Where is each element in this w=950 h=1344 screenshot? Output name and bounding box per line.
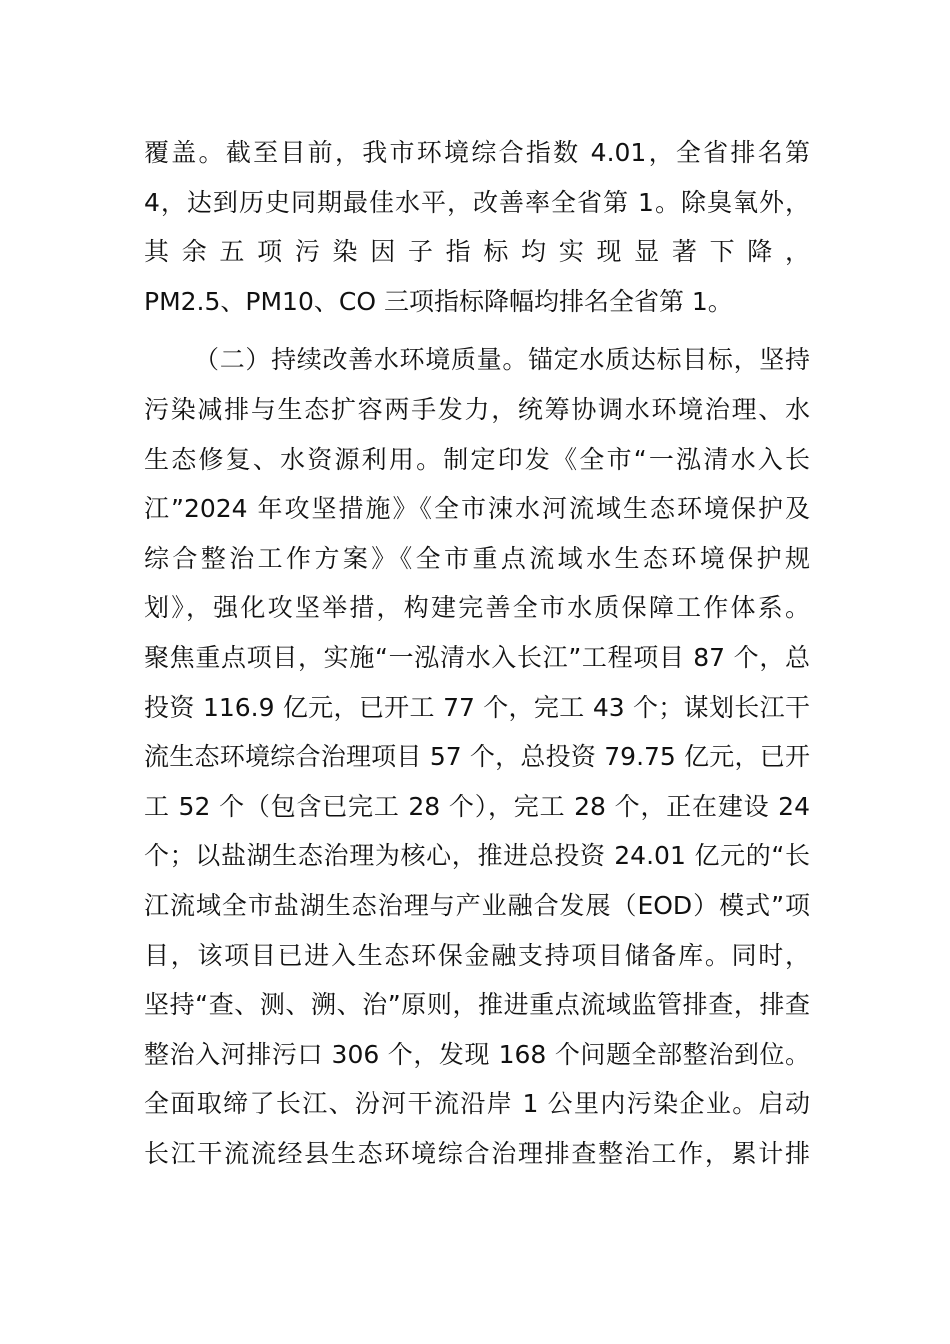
paragraph-gap <box>144 326 810 335</box>
paragraph-air-quality <box>144 128 810 326</box>
text-line: 江”2024 年攻坚措施》《全市涑水河流域生态环境保护及 <box>144 494 810 524</box>
text-line: 投资 116.9 亿元，已开工 77 个，完工 43 个；谋划长江干 <box>144 692 810 722</box>
text-line: 聚焦重点项目，实施“一泓清水入长江”工程项目 87 个，总 <box>144 642 810 672</box>
text-line: 目，该项目已进入生态环保金融支持项目储备库。同时， <box>144 940 810 970</box>
text-line: PM2.5、PM10、CO 三项指标降幅均排名全省第 1。 <box>144 286 733 316</box>
text-line: 其余五项污染因子指标均实现显著下降， <box>144 237 810 267</box>
text-line: 4，达到历史同期最佳水平，改善率全省第 1。除臭氧外， <box>144 187 810 217</box>
text-line: 长江干流流经县生态环境综合治理排查整治工作，累计排 <box>144 1138 810 1168</box>
paragraph-water-quality <box>144 335 810 1178</box>
text-line: 整治入河排污口 306 个，发现 168 个问题全部整治到位。 <box>144 1039 810 1069</box>
body-text <box>144 128 810 1178</box>
text-line: 划》，强化攻坚举措，构建完善全市水质保障工作体系。 <box>144 593 810 623</box>
text-line: 坚持“查、测、溯、治”原则，推进重点流域监管排查，排查 <box>144 990 810 1020</box>
text-line-heading: （二）持续改善水环境质量。锚定水质达标目标，坚持 <box>194 345 810 375</box>
text-line: 生态修复、水资源利用。制定印发《全市“一泓清水入长 <box>144 444 810 474</box>
text-line: 全面取缔了长江、汾河干流沿岸 1 公里内污染企业。启动 <box>144 1089 810 1119</box>
text-line: 江流域全市盐湖生态治理与产业融合发展（EOD）模式”项 <box>144 890 810 920</box>
text-line: 个；以盐湖生态治理为核心，推进总投资 24.01 亿元的“长 <box>144 841 810 871</box>
text-line: 综合整治工作方案》《全市重点流域水生态环境保护规 <box>144 543 810 573</box>
text-line: 污染减排与生态扩容两手发力，统筹协调水环境治理、水 <box>144 394 810 424</box>
text-line: 覆盖。截至目前，我市环境综合指数 4.01，全省排名第 <box>144 138 810 167</box>
text-line: 流生态环境综合治理项目 57 个，总投资 79.75 亿元，已开 <box>144 742 810 772</box>
text-line: 工 52 个（包含已完工 28 个），完工 28 个，正在建设 24 <box>144 791 810 821</box>
